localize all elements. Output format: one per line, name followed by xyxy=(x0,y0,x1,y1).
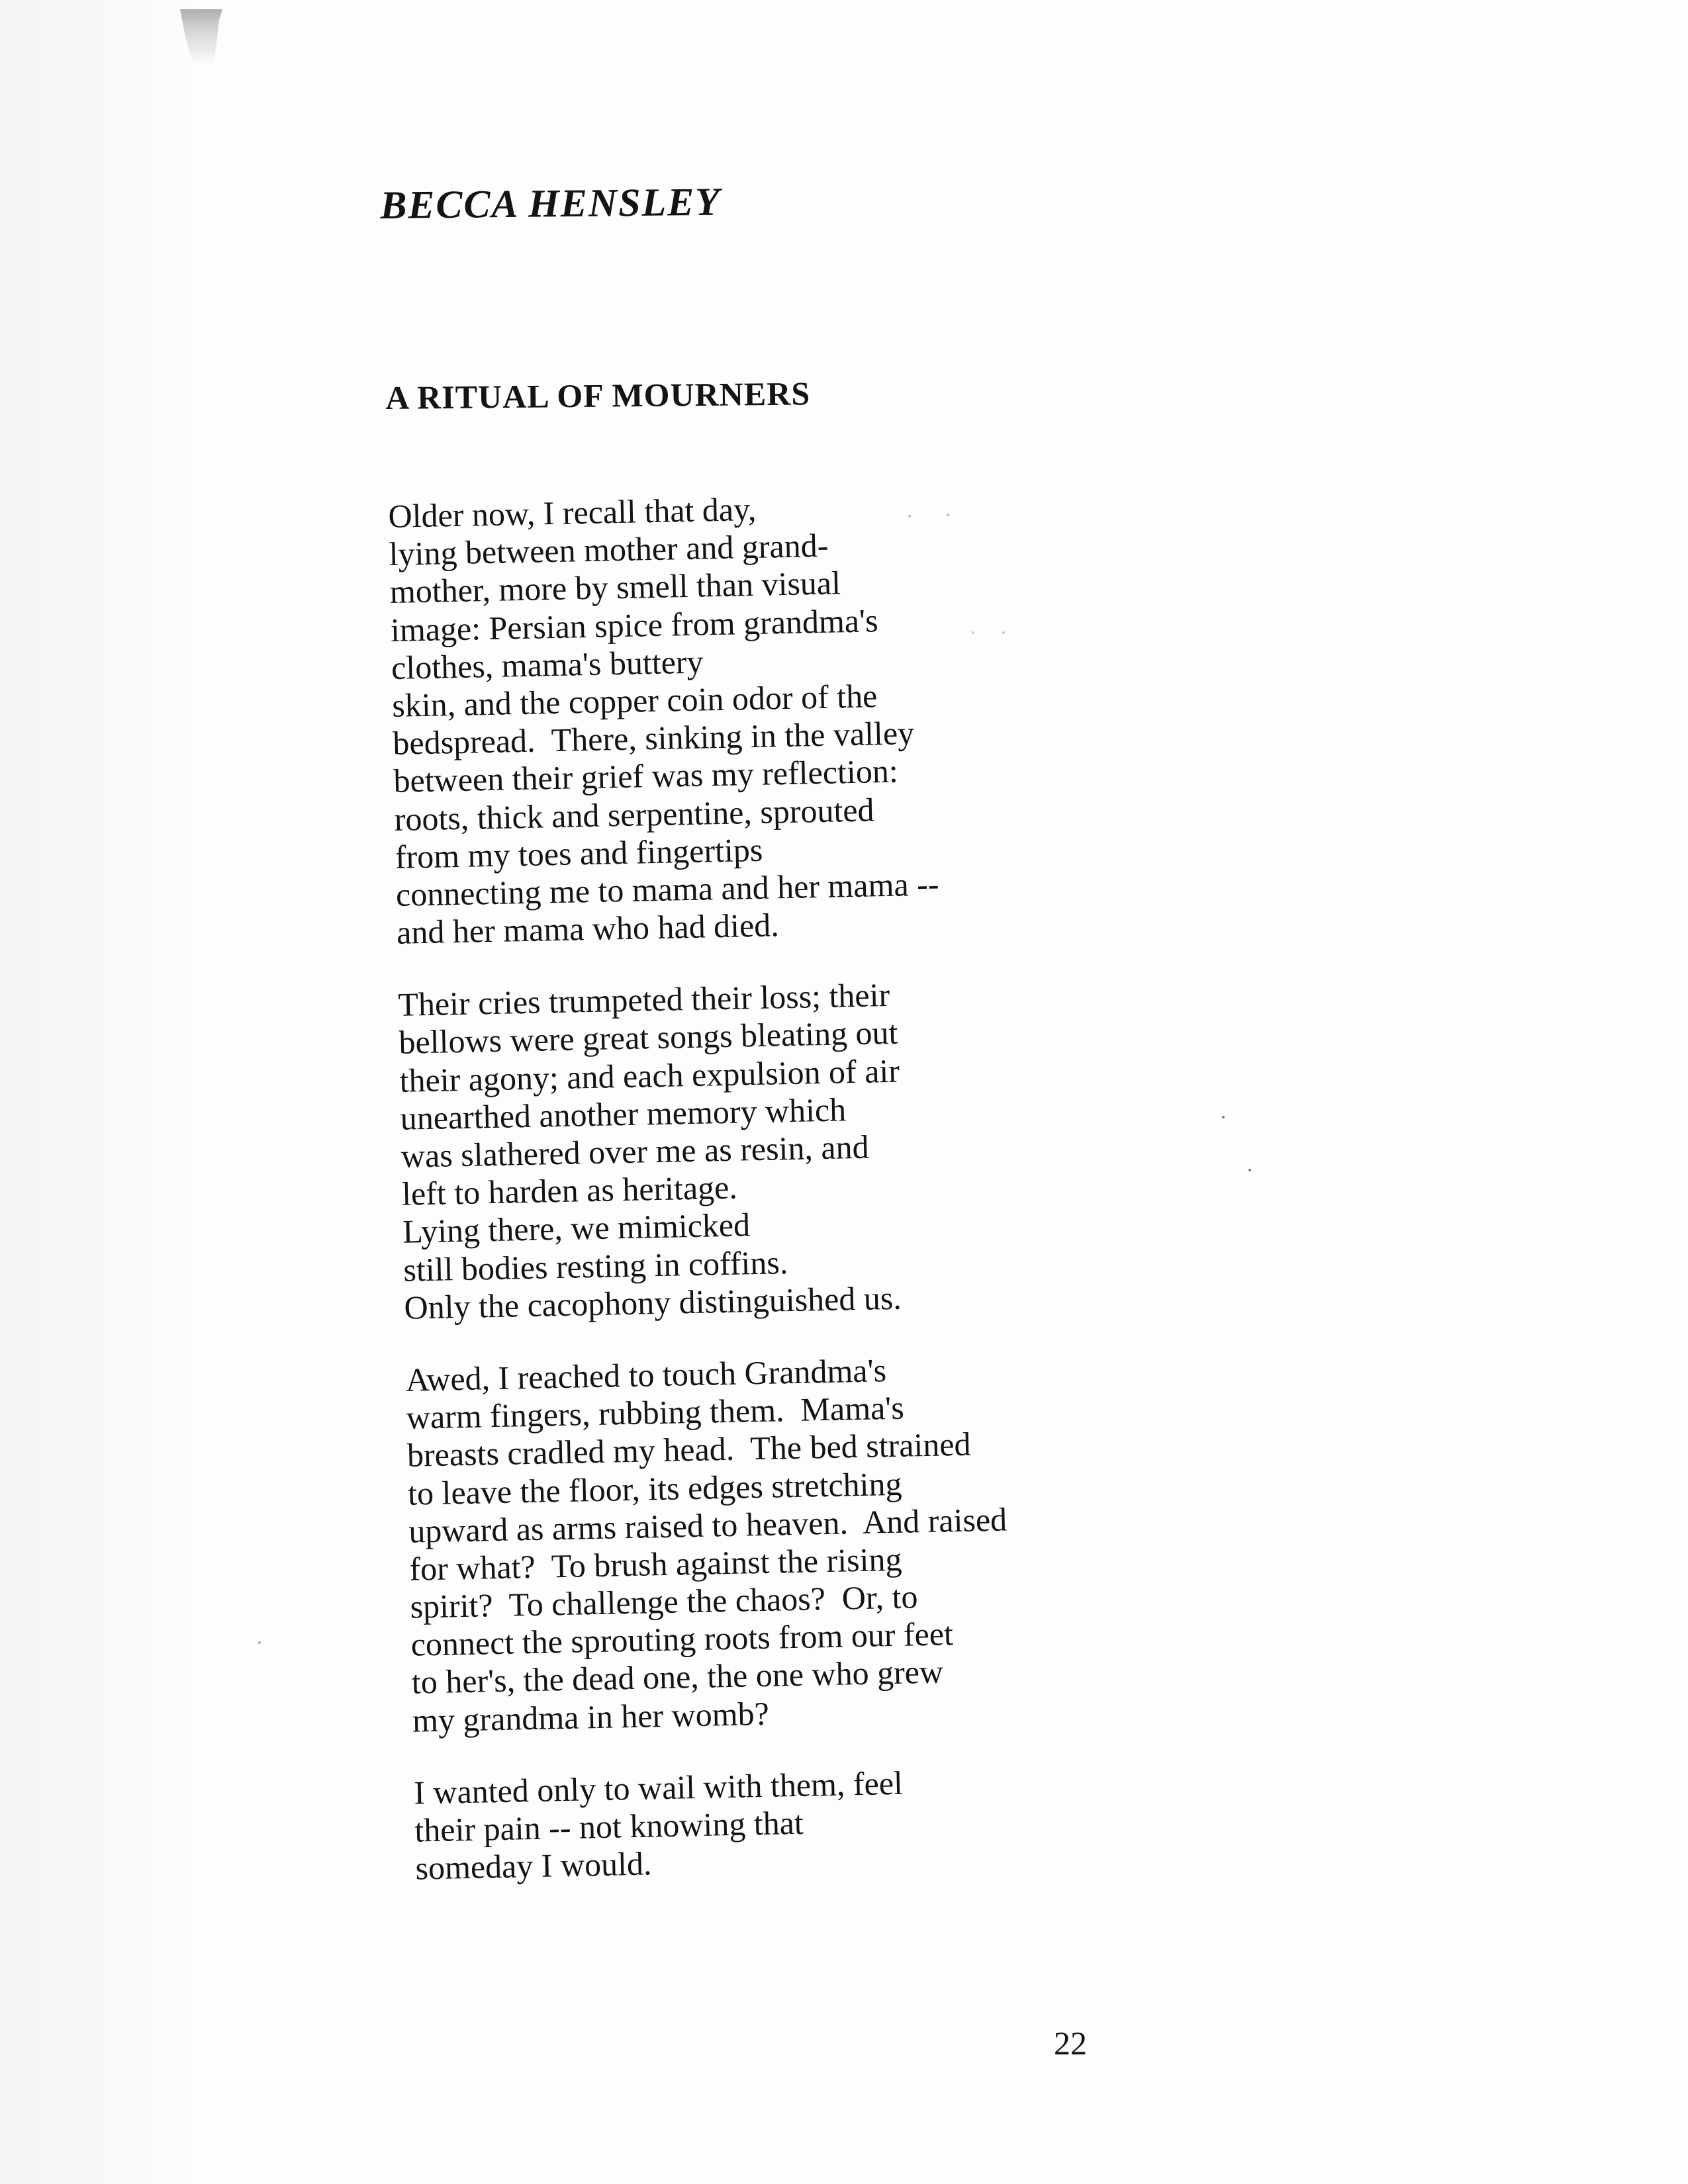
poem-line: warm fingers, rubbing them. Mama's xyxy=(406,1388,905,1436)
poem-line: roots, thick and serpentine, sprouted xyxy=(394,790,875,838)
poem-line: mother, more by smell than visual xyxy=(389,564,841,611)
stanza-4 xyxy=(414,1758,1210,1888)
scan-speck xyxy=(258,1641,261,1644)
poem-line: Awed, I reached to touch Grandma's xyxy=(405,1351,887,1398)
scan-speck xyxy=(972,631,974,634)
poem-line: breasts cradled my head. The bed strained xyxy=(406,1425,971,1475)
poem-line: Lying there, we mimicked xyxy=(402,1206,751,1251)
scanner-shadow xyxy=(0,0,199,2184)
poem-line: left to harden as heritage. xyxy=(401,1168,738,1212)
poem-line: unearthed another memory which xyxy=(400,1091,847,1137)
stanza-2 xyxy=(398,970,1199,1327)
poem-line: Older now, I recall that day, xyxy=(388,490,757,535)
poem-line: bellows were great songs bleating out xyxy=(398,1014,898,1062)
poem-line: and her mama who had died. xyxy=(396,906,780,951)
poem-line: their pain -- not knowing that xyxy=(414,1803,804,1849)
poem-body xyxy=(388,482,1211,1922)
poem-line: Only the cacophony distinguished us. xyxy=(403,1279,902,1326)
poem-line: image: Persian spice from grandma's xyxy=(390,601,878,649)
poem-line: upward as arms raised to heaven. And raised xyxy=(408,1500,1008,1550)
poem-line: I wanted only to wail with them, feel xyxy=(413,1764,904,1811)
scan-speck xyxy=(1248,1169,1251,1171)
poem-line: Their cries trumpeted their loss; their xyxy=(397,976,890,1024)
poem-line: to her's, the dead one, the one who grew xyxy=(411,1653,944,1702)
poem-line: lying between mother and grand- xyxy=(389,526,829,573)
poem-line: their agony; and each expulsion of air xyxy=(399,1052,900,1099)
author-name: BECCA HENSLEY xyxy=(380,179,722,227)
stanza-1 xyxy=(388,482,1192,952)
scan-speck xyxy=(947,514,949,516)
poem-line: connecting me to mama and her mama -- xyxy=(395,865,939,913)
scan-speck xyxy=(1002,631,1005,634)
poem-line: clothes, mama's buttery xyxy=(391,643,704,686)
poem-line: bedspread. There, sinking in the valley xyxy=(392,714,915,762)
poem-line: my grandma in her womb? xyxy=(412,1694,770,1739)
poem-line: for what? To brush against the rising xyxy=(408,1540,902,1588)
poem-line: someday I would. xyxy=(415,1844,652,1887)
poem-title: A RITUAL OF MOURNERS xyxy=(385,375,811,416)
poem-line: from my toes and fingertips xyxy=(395,831,763,876)
poem-line: still bodies resting in coffins. xyxy=(402,1243,788,1289)
page-number: 22 xyxy=(1054,2025,1087,2062)
poem-line: to leave the floor, its edges stretching xyxy=(407,1465,902,1512)
poem-line: was slathered over me as resin, and xyxy=(400,1128,870,1175)
scan-speck xyxy=(908,515,911,518)
poem-line: between their grief was my reflection: xyxy=(393,752,899,800)
scan-speck xyxy=(1222,1116,1225,1118)
stanza-3 xyxy=(405,1345,1207,1740)
poem-line: connect the sprouting roots from our feet xyxy=(410,1615,954,1663)
poem-line: skin, and the copper coin odor of the xyxy=(391,677,878,724)
poem-line: spirit? To challenge the chaos? Or, to xyxy=(410,1578,918,1625)
